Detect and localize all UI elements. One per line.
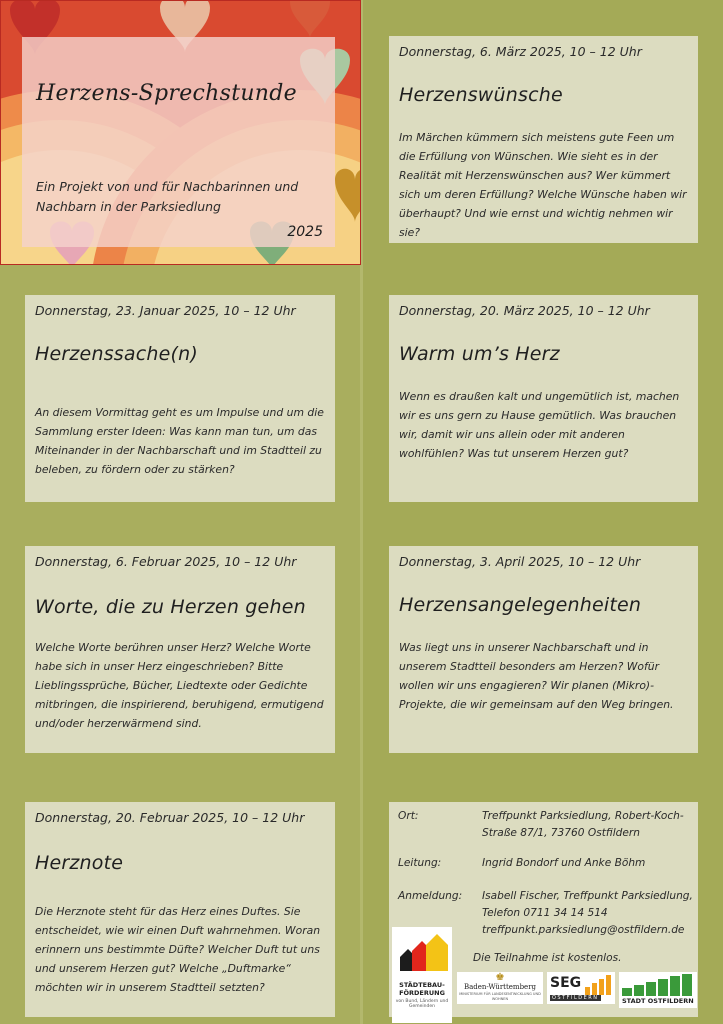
event-title: Herzensangelegenheiten: [399, 594, 642, 616]
info-leitung: [398, 855, 698, 872]
bw-label: Baden-Württemberg: [463, 983, 537, 991]
info-leitung-label: Leitung:: [398, 857, 442, 869]
bw-crest-icon: ♚: [495, 972, 505, 983]
event-title: Herzenswünsche: [399, 84, 563, 106]
info-ort: [398, 808, 698, 842]
info-leitung-value: Ingrid Bondorf und Anke Böhm: [482, 857, 646, 869]
event-description: Welche Worte berühren unser Herz? Welche Worte habe sich in unser Herz eingeschrieben? Bitte Lieblingssprüche, Bücher, Liedtexte oder Gedichte mitbringen, die inspirierend, beruhigend, ermutigend und/oder herzerwärmend sind.: [35, 641, 324, 730]
baden-wuerttemberg-logo: [457, 972, 543, 1004]
event-date: Donnerstag, 20. Februar 2025, 10 – 12 Uhr: [35, 810, 305, 825]
info-anmeldung-value: [482, 888, 697, 939]
seg-sublabel: OSTFILDERN: [552, 995, 599, 1001]
houses-icon: [392, 927, 452, 977]
page-year: 2025: [287, 224, 323, 240]
info-card: [389, 802, 698, 1017]
event-date: Donnerstag, 23. Januar 2025, 10 – 12 Uhr: [35, 303, 296, 318]
event-date: Donnerstag, 6. März 2025, 10 – 12 Uhr: [399, 44, 642, 59]
stadt-ostfildern-logo: [619, 972, 697, 1008]
stadt-label: STADT OSTFILDERN: [622, 997, 694, 1005]
bw-sublabel: MINISTERIUM FÜR LANDESENTWICKLUNG UND WOHNEN: [459, 992, 541, 1001]
event-title: Worte, die zu Herzen gehen: [35, 596, 306, 618]
free-participation-note: Die Teilnahme ist kostenlos.: [473, 952, 622, 964]
staedtebau-label: STÄDTEBAU-FÖRDERUNG: [399, 981, 445, 997]
info-ort-value: Treffpunkt Parksiedlung, Robert-Koch-Straße 87/1, 73760 Ostfildern: [482, 810, 684, 839]
stadt-bars-icon: [622, 974, 694, 996]
event-card-herzensangelegenheiten: [389, 546, 698, 753]
event-card-worte: [25, 546, 335, 753]
seg-label: SEG: [550, 975, 582, 991]
page-title: Herzens-Sprechstunde: [36, 81, 297, 106]
event-date: Donnerstag, 20. März 2025, 10 – 12 Uhr: [399, 303, 650, 318]
event-card-herzenswuensche: [389, 36, 698, 243]
event-title: Herznote: [35, 852, 124, 874]
seg-logo: [547, 972, 615, 1004]
hero-title-box: [22, 37, 335, 247]
event-description: Die Herznote steht für das Herz eines Duftes. Sie entscheidet, wie wir einen Duft wahrnehmen. Woran erinnern uns bestimmte Düfte? Welcher Duft tut uns und unserem Herzen gut? Welche „Duftmarke“ möchten wir in unserem Stadtteil setzten?: [35, 905, 321, 994]
anmeldung-contact: Isabell Fischer, Treffpunkt Parksiedlung,: [482, 890, 693, 902]
event-description: Was liegt uns in unserer Nachbarschaft und in unserem Stadtteil besonders am Herzen? Wofür wollen wir uns engagieren? Wir planen (Mikro)-Projekte, die wir gemeinsam auf den Weg bringen.: [399, 641, 674, 711]
event-card-warm: [389, 295, 698, 502]
staedtebaufoerderung-logo: [392, 927, 452, 1023]
event-title: Herzenssache(n): [35, 343, 198, 365]
event-title: Warm um’s Herz: [399, 343, 560, 365]
anmeldung-email[interactable]: treffpunkt.parksiedlung@ostfildern.de: [482, 924, 685, 936]
event-card-herzenssache: [25, 295, 335, 502]
info-anmeldung-label: Anmeldung:: [398, 890, 463, 902]
event-description: An diesem Vormittag geht es um Impulse und um die Sammlung erster Ideen: Was kann man tun, um das Miteinander in der Nachbarschaft und im Stadtteil zu beleben, zu fördern oder zu stärken?: [35, 406, 324, 476]
staedtebau-sublabel: von Bund, Ländern und Gemeinden: [395, 999, 449, 1009]
event-card-herznote: [25, 802, 335, 1017]
event-date: Donnerstag, 3. April 2025, 10 – 12 Uhr: [399, 554, 641, 569]
event-description: Wenn es draußen kalt und ungemütlich ist, machen wir es uns gern zu Hause gemütlich. Was brauchen wir, damit wir uns allein oder mit anderen wohlfühlen? Was tut unserem Herzen gut?: [399, 390, 680, 460]
seg-bars-icon: [585, 975, 611, 995]
anmeldung-phone: Telefon 0711 34 14 514: [482, 907, 608, 919]
event-description: Im Märchen kümmern sich meistens gute Feen um die Erfüllung von Wünschen. Wie sieht es in der Realität mit Herzenswünschen aus? Wer kümmert sich um deren Erfüllung? Welche Wünsche haben wir überhaupt? Und wie ernst und wichtig nehmen wir sie?: [399, 131, 687, 239]
page-subtitle: Ein Projekt von und für Nachbarinnen und Nachbarn in der Parksiedlung: [36, 179, 299, 214]
event-date: Donnerstag, 6. Februar 2025, 10 – 12 Uhr: [35, 554, 297, 569]
hero-image: [0, 0, 361, 265]
info-ort-label: Ort:: [398, 810, 419, 822]
